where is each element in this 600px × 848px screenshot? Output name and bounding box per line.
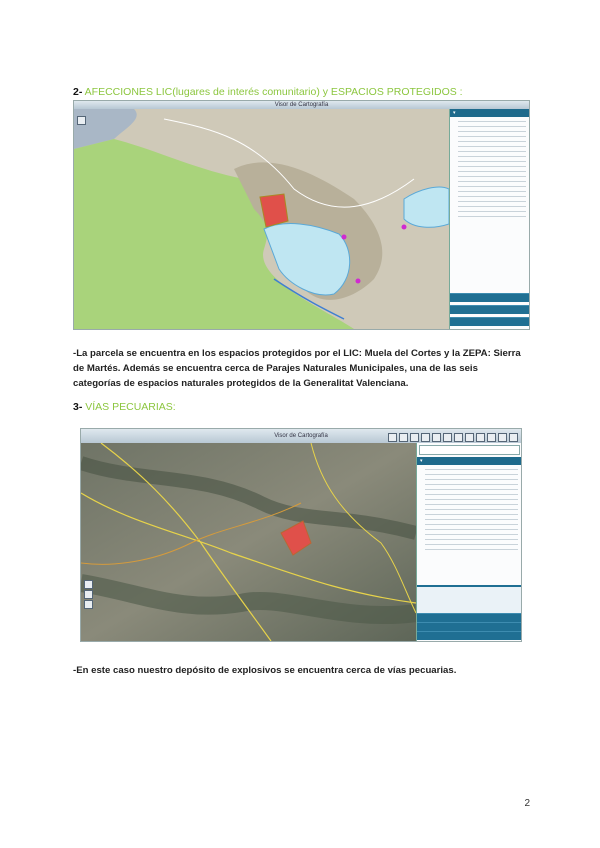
lic-map-screenshot [73, 100, 530, 330]
panel-section-bar[interactable] [417, 613, 522, 622]
layers-header: ▾ [450, 109, 530, 117]
tool-icon[interactable] [388, 433, 397, 442]
active-layers-box [417, 585, 522, 613]
vias-pecuarias-map-screenshot [80, 428, 522, 642]
layers-panel [416, 443, 522, 641]
zoom-out-icon[interactable] [84, 600, 93, 609]
panel-section-bar[interactable] [450, 317, 530, 326]
section-2-title: AFECCIONES LIC(lugares de interés comunitario) y ESPACIOS PROTEGIDOS : [82, 86, 463, 98]
section-2-paragraph: -La parcela se encuentra en los espacios protegidos por el LIC: Muela del Cortes y la ZEPA: Sierra de Martés. Además se encuentra cerca de Parajes Naturales Municipales, una de las seis categorías de espacios naturales protegidos de la Generalitat Valenciana. [73, 348, 521, 389]
section-3-heading [73, 401, 176, 413]
vias-map-canvas [81, 443, 416, 641]
page-number: 2 [524, 798, 530, 809]
tool-icon[interactable] [410, 433, 419, 442]
tool-icon[interactable] [454, 433, 463, 442]
tool-icon[interactable] [399, 433, 408, 442]
pan-icon[interactable] [84, 580, 93, 589]
panel-section-bar[interactable] [417, 622, 522, 631]
tool-icon[interactable] [487, 433, 496, 442]
zoom-in-icon[interactable] [84, 590, 93, 599]
search-input[interactable] [419, 445, 520, 455]
map-toolbar [81, 429, 521, 443]
section-2-number: 2- [73, 86, 83, 98]
map-viewer-title: Visor de Cartografía [274, 102, 329, 108]
tool-icon[interactable] [509, 433, 518, 442]
section-3-paragraph: -En este caso nuestro depósito de explosivos se encuentra cerca de vías pecuarias. [73, 665, 457, 676]
tool-icon[interactable] [443, 433, 452, 442]
nav-controls[interactable] [84, 579, 93, 610]
tool-icon[interactable] [421, 433, 430, 442]
map-viewer-title: Visor de Cartografía [274, 433, 328, 439]
tool-icon[interactable] [432, 433, 441, 442]
lic-map-canvas [74, 109, 449, 329]
panel-section-bar[interactable] [450, 293, 530, 302]
map-toolbar [74, 101, 529, 109]
section-2-heading [73, 86, 463, 98]
zoom-in-icon[interactable] [77, 116, 86, 125]
section-3-title: VÍAS PECUARIAS: [82, 401, 176, 413]
panel-section-bar[interactable] [417, 631, 522, 640]
layers-header: ▾ [417, 457, 522, 465]
panel-section-bar[interactable] [450, 305, 530, 314]
tool-icon[interactable] [476, 433, 485, 442]
tool-icon[interactable] [465, 433, 474, 442]
tool-icon[interactable] [498, 433, 507, 442]
section-3-number: 3- [73, 401, 83, 413]
zoom-controls[interactable] [76, 113, 87, 131]
layers-panel [449, 109, 530, 329]
